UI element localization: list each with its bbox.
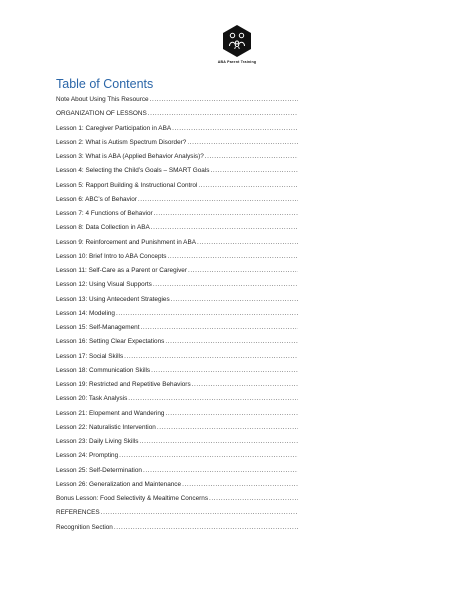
- toc-entry-label: Lesson 25: Self-Determination: [56, 466, 142, 474]
- toc-entry[interactable]: [56, 293, 298, 307]
- toc-dot-leader: [154, 207, 298, 221]
- toc-entry-label: Lesson 14: Modeling: [56, 309, 115, 317]
- toc-entry-label: Lesson 2: What is Autism Spectrum Disorder?: [56, 138, 187, 146]
- toc-entry[interactable]: [56, 193, 298, 207]
- toc-dot-leader: [171, 293, 298, 307]
- toc-dot-leader: [209, 492, 298, 506]
- toc-entry-label: Lesson 5: Rapport Building & Instructional Control: [56, 181, 198, 189]
- toc-entry[interactable]: [56, 378, 298, 392]
- toc-entry[interactable]: [56, 407, 298, 421]
- toc-entry-label: Lesson 17: Social Skills: [56, 352, 124, 360]
- toc-entry-label: Lesson 12: Using Visual Supports: [56, 281, 152, 289]
- toc-entry[interactable]: [56, 321, 298, 335]
- toc-dot-leader: [101, 506, 298, 520]
- toc-entry-label: REFERENCES: [56, 509, 100, 517]
- toc-entry-label: Lesson 24: Prompting: [56, 452, 119, 460]
- toc-entry-label: Lesson 20: Task Analysis: [56, 395, 128, 403]
- toc-dot-leader: [138, 193, 298, 207]
- toc-entry-label: Lesson 26: Generalization and Maintenance: [56, 480, 182, 488]
- toc-entry[interactable]: [56, 350, 298, 364]
- toc-dot-leader: [143, 464, 298, 478]
- toc-entry-label: Lesson 19: Restricted and Repetitive Behaviors: [56, 381, 191, 388]
- toc-dot-leader: [197, 236, 298, 250]
- toc-entry-label: Bonus Lesson: Food Selectivity & Mealtime Concerns: [56, 495, 209, 502]
- toc-entry[interactable]: [56, 335, 298, 349]
- toc-dot-leader: [151, 364, 298, 378]
- toc-entry[interactable]: [56, 492, 298, 506]
- toc-dot-leader: [187, 136, 298, 150]
- toc-entry-label: Lesson 9: Reinforcement and Punishment in ABA: [56, 238, 196, 246]
- toc-entry[interactable]: [56, 179, 298, 193]
- toc-dot-leader: [114, 521, 298, 535]
- toc-dot-leader: [192, 378, 298, 392]
- logo-text: ABA Parent Training: [217, 60, 257, 64]
- toc-entry-label: Note About Using This Resource: [56, 96, 149, 103]
- toc-entry[interactable]: [56, 107, 298, 121]
- toc-entry-label: Lesson 23: Daily Living Skills: [56, 438, 139, 445]
- toc-dot-leader: [157, 421, 298, 435]
- toc-entry-label: Lesson 8: Data Collection in ABA: [56, 224, 150, 232]
- toc-entry[interactable]: [56, 164, 298, 178]
- toc-dot-leader: [165, 335, 298, 349]
- toc-entry[interactable]: [56, 464, 298, 478]
- toc-entry[interactable]: [56, 307, 298, 321]
- toc-entry-label: Lesson 21: Elopement and Wandering: [56, 409, 165, 417]
- toc-dot-leader: [205, 150, 298, 164]
- toc-entry[interactable]: [56, 236, 298, 250]
- toc-dot-leader: [116, 307, 298, 321]
- toc-entry[interactable]: [56, 250, 298, 264]
- toc-entry[interactable]: [56, 449, 298, 463]
- toc-entry[interactable]: [56, 392, 298, 406]
- toc-entry[interactable]: [56, 122, 298, 136]
- toc-entry[interactable]: [56, 264, 298, 278]
- toc-dot-leader: [153, 278, 298, 292]
- toc-entry-label: Lesson 3: What is ABA (Applied Behavior Analysis)?: [56, 153, 204, 160]
- toc-dot-leader: [119, 449, 298, 463]
- toc-entry-label: Lesson 16: Setting Clear Expectations: [56, 338, 165, 346]
- toc-dot-leader: [198, 179, 298, 193]
- toc-dot-leader: [172, 122, 298, 136]
- toc-entry[interactable]: [56, 150, 298, 164]
- toc-entry[interactable]: [56, 136, 298, 150]
- toc-dot-leader: [188, 264, 298, 278]
- toc-entry[interactable]: [56, 506, 298, 520]
- toc-list: [56, 93, 298, 535]
- toc-entry[interactable]: [56, 421, 298, 435]
- toc-entry-label: Lesson 6: ABC’s of Behavior: [56, 195, 137, 203]
- toc-entry[interactable]: [56, 278, 298, 292]
- toc-entry-label: Lesson 1: Caregiver Participation in ABA: [56, 124, 172, 132]
- toc-dot-leader: [150, 93, 298, 107]
- toc-entry-label: Lesson 4: Selecting the Child’s Goals – SMART Goals: [56, 167, 210, 175]
- toc-dot-leader: [167, 250, 298, 264]
- toc-dot-leader: [151, 221, 298, 235]
- toc-entry-label: Lesson 13: Using Antecedent Strategies: [56, 295, 170, 303]
- toc-entry-label: Lesson 11: Self-Care as a Parent or Caregiver: [56, 267, 187, 274]
- toc-title: Table of Contents: [56, 77, 154, 91]
- parent-child-hexagon-icon: [220, 24, 254, 58]
- toc-entry[interactable]: [56, 93, 298, 107]
- toc-dot-leader: [148, 107, 298, 121]
- toc-dot-leader: [139, 435, 298, 449]
- toc-entry[interactable]: [56, 207, 298, 221]
- toc-dot-leader: [165, 407, 298, 421]
- toc-entry-label: Recognition Section: [56, 523, 113, 531]
- toc-entry[interactable]: [56, 364, 298, 378]
- toc-entry-label: ORGANIZATION OF LESSONS: [56, 110, 147, 118]
- toc-entry-label: Lesson 22: Naturalistic Intervention: [56, 423, 156, 431]
- toc-entry[interactable]: [56, 435, 298, 449]
- toc-entry-label: Lesson 7: 4 Functions of Behavior: [56, 210, 153, 217]
- toc-entry[interactable]: [56, 478, 298, 492]
- toc-entry[interactable]: [56, 521, 298, 535]
- toc-dot-leader: [124, 350, 298, 364]
- logo: [0, 24, 474, 64]
- toc-dot-leader: [140, 321, 298, 335]
- toc-dot-leader: [182, 478, 298, 492]
- toc-dot-leader: [128, 392, 298, 406]
- toc-dot-leader: [210, 164, 298, 178]
- toc-entry-label: Lesson 18: Communication Skills: [56, 366, 151, 374]
- toc-entry-label: Lesson 15: Self-Management: [56, 324, 140, 331]
- toc-entry-label: Lesson 10: Brief Intro to ABA Concepts: [56, 252, 167, 260]
- toc-entry[interactable]: [56, 221, 298, 235]
